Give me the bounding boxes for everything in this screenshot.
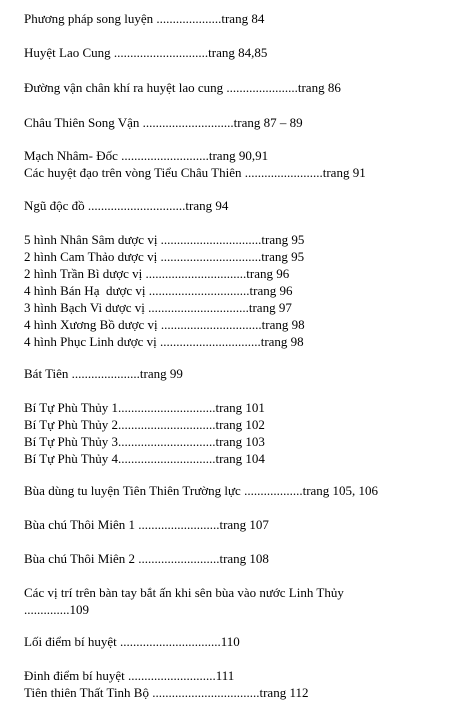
toc-entry: Huyệt Lao Cung .............................trang 84,85 — [24, 45, 268, 60]
toc-entry: Phương pháp song luyện ....................trang 84 — [24, 11, 265, 26]
toc-group-6 — [24, 197, 455, 214]
toc-entry: Đường vận chân khí ra huyệt lao cung ......................trang 86 — [24, 80, 341, 95]
toc-entry: 5 hình Nhân Sâm dược vị ...............................trang 95 — [24, 232, 305, 247]
toc-entry: 2 hình Cam Thảo dược vị ...............................trang 95 — [24, 249, 305, 264]
toc-group-3 — [24, 79, 455, 96]
toc-entry: Đinh điểm bí huyệt ...........................111 — [24, 668, 235, 683]
toc-group-9 — [24, 399, 455, 467]
toc-entry: Bùa chú Thôi Miên 1 .........................trang 107 — [24, 517, 269, 532]
toc-entry: Ngũ độc đồ ..............................trang 94 — [24, 198, 229, 213]
toc-entry: Bát Tiên .....................trang 99 — [24, 366, 183, 381]
toc-entry: 2 hình Trần Bì dược vị ...............................trang 96 — [24, 266, 290, 281]
toc-group-1 — [24, 10, 455, 27]
toc-entry: 3 hình Bạch Vi dược vị ...............................trang 97 — [24, 300, 292, 315]
toc-entry: Mạch Nhâm- Đốc ...........................trang 90,91 — [24, 148, 269, 163]
toc-group-2 — [24, 44, 455, 61]
toc-group-7 — [24, 231, 455, 350]
toc-entry: Lối điểm bí huyệt ...............................110 — [24, 634, 240, 649]
toc-entry: 4 hình Phục Linh dược vị ...............................trang 98 — [24, 334, 304, 349]
toc-entry: Các huyệt đạo trên vòng Tiểu Châu Thiên ........................trang 91 — [24, 165, 366, 180]
toc-entry: Bí Tự Phù Thủy 3..............................trang 103 — [24, 434, 265, 449]
toc-group-10 — [24, 482, 455, 499]
toc-group-11 — [24, 516, 455, 533]
toc-group-15 — [24, 667, 455, 701]
toc-entry: 4 hình Xương Bồ dược vị ...............................trang 98 — [24, 317, 305, 332]
toc-entry: Các vị trí trên bàn tay bắt ấn khi sên bùa vào nước Linh Thủy ..............109 — [24, 585, 344, 617]
toc-group-12 — [24, 550, 455, 567]
toc-group-5 — [24, 147, 455, 181]
toc-group-8 — [24, 365, 455, 382]
toc-entry: Bùa dùng tu luyện Tiên Thiên Trường lực ..................trang 105, 106 — [24, 483, 379, 498]
toc-entry: Châu Thiên Song Vận ............................trang 87 – 89 — [24, 115, 303, 130]
toc-entry: 4 hình Bán Hạ dược vị ...............................trang 96 — [24, 283, 293, 298]
toc-group-4 — [24, 114, 455, 131]
toc-entry: Tiên thiên Thất Tinh Bộ .................................trang 112 — [24, 685, 309, 700]
toc-entry: Bí Tự Phù Thủy 4..............................trang 104 — [24, 451, 265, 466]
toc-entry: Bí Tự Phù Thủy 2..............................trang 102 — [24, 417, 265, 432]
toc-group-13 — [24, 584, 345, 618]
toc-group-14 — [24, 633, 455, 650]
toc-entry: Bùa chú Thôi Miên 2 .........................trang 108 — [24, 551, 269, 566]
toc-entry: Bí Tự Phù Thủy 1..............................trang 101 — [24, 400, 265, 415]
